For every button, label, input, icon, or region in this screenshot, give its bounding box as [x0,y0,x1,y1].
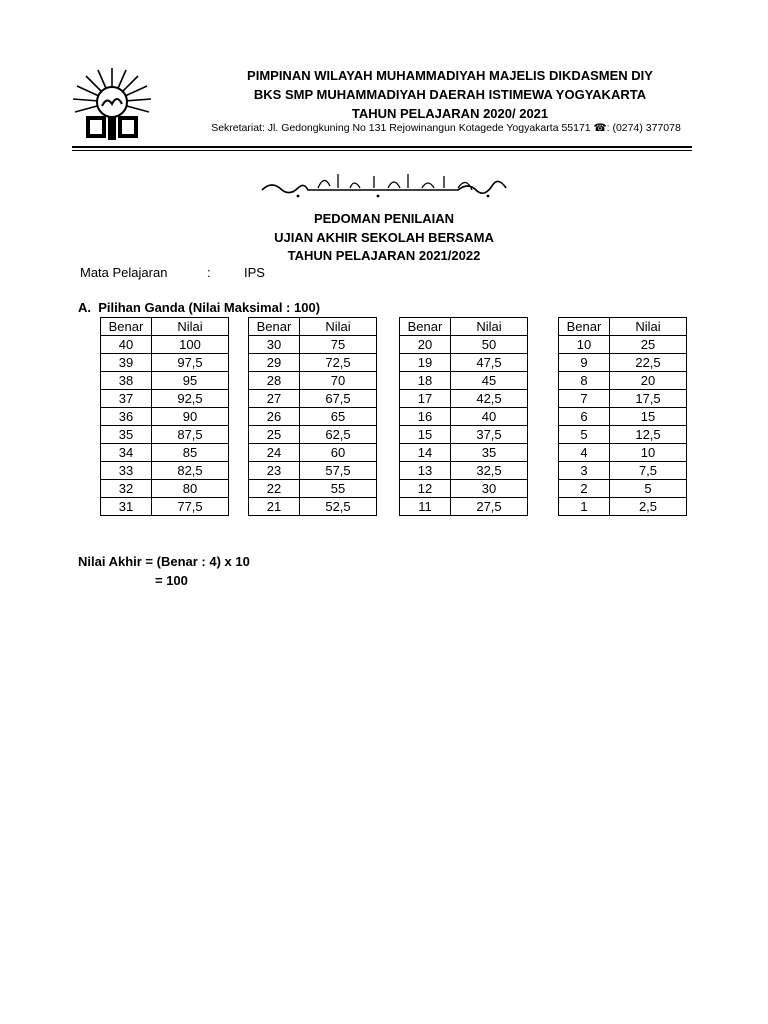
section-a-heading: A. Pilihan Ganda (Nilai Maksimal : 100) [78,300,321,315]
benar-cell: 15 [400,426,451,444]
nilai-cell: 7,5 [610,462,687,480]
benar-cell: 10 [559,336,610,354]
table-header-row [400,318,528,336]
subject-separator: : [207,265,211,280]
nilai-cell: 60 [300,444,377,462]
benar-cell: 23 [249,462,300,480]
score-table-1 [100,317,229,516]
table-row [249,498,377,516]
table-row [559,426,687,444]
header-benar: Benar [101,318,152,336]
doc-title-line-1: PEDOMAN PENILAIAN [313,211,455,226]
benar-cell: 31 [101,498,152,516]
table-row [101,462,229,480]
doc-title-line-2: UJIAN AKHIR SEKOLAH BERSAMA [274,230,494,245]
benar-cell: 25 [249,426,300,444]
table-row [559,462,687,480]
table-row [249,444,377,462]
benar-cell: 1 [559,498,610,516]
nilai-cell: 10 [610,444,687,462]
nilai-cell: 55 [300,480,377,498]
table-row [400,408,528,426]
table-row [249,408,377,426]
letterhead-rule-thick [72,146,692,148]
table-row [101,336,229,354]
nilai-cell: 95 [152,372,229,390]
benar-cell: 20 [400,336,451,354]
benar-cell: 8 [559,372,610,390]
benar-cell: 33 [101,462,152,480]
nilai-cell: 45 [451,372,528,390]
header-benar: Benar [400,318,451,336]
sun-emblem-icon [72,66,152,144]
table-row [559,480,687,498]
table-header-row [101,318,229,336]
benar-cell: 30 [249,336,300,354]
score-table-2 [248,317,377,516]
nilai-cell: 5 [610,480,687,498]
table-row [400,462,528,480]
benar-cell: 17 [400,390,451,408]
benar-cell: 35 [101,426,152,444]
table-row [101,390,229,408]
table-row [559,444,687,462]
table-row [101,426,229,444]
header-nilai: Nilai [451,318,528,336]
table-row [101,408,229,426]
nilai-cell: 85 [152,444,229,462]
benar-cell: 7 [559,390,610,408]
nilai-cell: 62,5 [300,426,377,444]
nilai-cell: 22,5 [610,354,687,372]
nilai-cell: 17,5 [610,390,687,408]
nilai-cell: 65 [300,408,377,426]
table-row [559,390,687,408]
table-row [400,372,528,390]
benar-cell: 39 [101,354,152,372]
score-table-4 [558,317,687,516]
nilai-cell: 90 [152,408,229,426]
table-row [249,480,377,498]
table-row [400,498,528,516]
table-row [559,354,687,372]
nilai-cell: 75 [300,336,377,354]
letterhead-line-2: BKS SMP MUHAMMADIYAH DAERAH ISTIMEWA YOGYAKARTA [253,87,647,102]
letterhead-line-1: PIMPINAN WILAYAH MUHAMMADIYAH MAJELIS DIKDASMEN DIY [247,68,653,83]
table-row [101,354,229,372]
nilai-cell: 42,5 [451,390,528,408]
table-row [101,444,229,462]
benar-cell: 37 [101,390,152,408]
nilai-cell: 27,5 [451,498,528,516]
benar-cell: 27 [249,390,300,408]
table-header-row [249,318,377,336]
muhammadiyah-logo [72,66,152,144]
nilai-cell: 12,5 [610,426,687,444]
basmalah-calligraphy [258,168,510,200]
nilai-cell: 92,5 [152,390,229,408]
table-row [400,336,528,354]
table-row [249,336,377,354]
nilai-cell: 2,5 [610,498,687,516]
nilai-cell: 25 [610,336,687,354]
benar-cell: 24 [249,444,300,462]
benar-cell: 6 [559,408,610,426]
nilai-cell: 57,5 [300,462,377,480]
table-row [101,372,229,390]
letterhead-rule-thin [72,150,692,151]
table-row [400,444,528,462]
benar-cell: 9 [559,354,610,372]
benar-cell: 18 [400,372,451,390]
benar-cell: 19 [400,354,451,372]
table-row [249,354,377,372]
benar-cell: 38 [101,372,152,390]
doc-title-line-3: TAHUN PELAJARAN 2021/2022 [287,248,481,263]
nilai-cell: 52,5 [300,498,377,516]
benar-cell: 34 [101,444,152,462]
benar-cell: 22 [249,480,300,498]
benar-cell: 14 [400,444,451,462]
table-row [400,354,528,372]
benar-cell: 5 [559,426,610,444]
benar-cell: 29 [249,354,300,372]
table-row [559,498,687,516]
header-nilai: Nilai [300,318,377,336]
benar-cell: 11 [400,498,451,516]
nilai-cell: 87,5 [152,426,229,444]
table-row [101,498,229,516]
subject-value: IPS [244,265,265,280]
table-row [559,408,687,426]
nilai-cell: 37,5 [451,426,528,444]
benar-cell: 4 [559,444,610,462]
table-row [101,480,229,498]
table-row [400,390,528,408]
benar-cell: 21 [249,498,300,516]
letterhead-address: Sekretariat: Jl. Gedongkuning No 131 Rejowinangun Kotagede Yogyakarta 55171 ☎: (0274) 377078 [211,122,681,134]
table-row [249,426,377,444]
nilai-cell: 80 [152,480,229,498]
table-row [559,336,687,354]
score-table-3 [399,317,528,516]
header-benar: Benar [249,318,300,336]
nilai-cell: 30 [451,480,528,498]
benar-cell: 32 [101,480,152,498]
benar-cell: 40 [101,336,152,354]
nilai-cell: 50 [451,336,528,354]
nilai-cell: 32,5 [451,462,528,480]
table-header-row [559,318,687,336]
benar-cell: 2 [559,480,610,498]
benar-cell: 16 [400,408,451,426]
formula-line-2: = 100 [155,573,188,588]
benar-cell: 3 [559,462,610,480]
nilai-cell: 82,5 [152,462,229,480]
benar-cell: 13 [400,462,451,480]
table-row [559,372,687,390]
benar-cell: 12 [400,480,451,498]
table-row [249,390,377,408]
nilai-cell: 47,5 [451,354,528,372]
benar-cell: 28 [249,372,300,390]
benar-cell: 26 [249,408,300,426]
table-row [400,480,528,498]
nilai-cell: 40 [451,408,528,426]
header-nilai: Nilai [610,318,687,336]
nilai-cell: 77,5 [152,498,229,516]
nilai-cell: 100 [152,336,229,354]
table-row [249,372,377,390]
nilai-cell: 70 [300,372,377,390]
nilai-cell: 20 [610,372,687,390]
formula-line-1: Nilai Akhir = (Benar : 4) x 10 [78,554,250,569]
header-nilai: Nilai [152,318,229,336]
subject-label: Mata Pelajaran [80,265,168,280]
letterhead-line-3: TAHUN PELAJARAN 2020/ 2021 [351,106,549,121]
header-benar: Benar [559,318,610,336]
nilai-cell: 15 [610,408,687,426]
nilai-cell: 72,5 [300,354,377,372]
table-row [249,462,377,480]
nilai-cell: 97,5 [152,354,229,372]
benar-cell: 36 [101,408,152,426]
nilai-cell: 67,5 [300,390,377,408]
nilai-cell: 35 [451,444,528,462]
table-row [400,426,528,444]
